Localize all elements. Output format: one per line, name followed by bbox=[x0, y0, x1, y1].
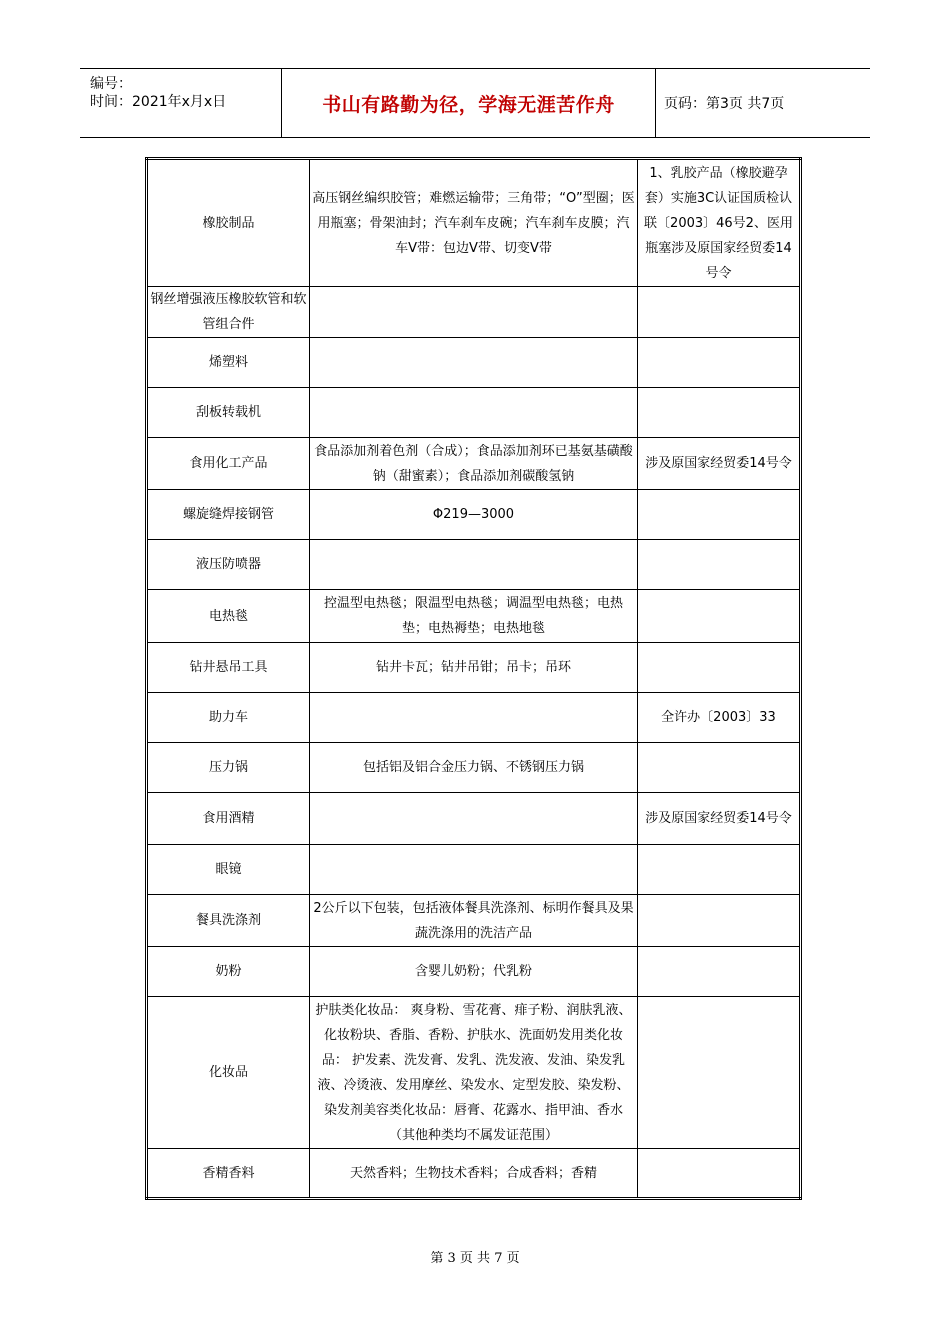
product-scope-cell bbox=[310, 693, 638, 743]
product-note-cell bbox=[638, 540, 801, 590]
product-note-cell bbox=[638, 743, 801, 793]
product-name-cell: 奶粉 bbox=[147, 947, 310, 997]
table-row bbox=[147, 743, 801, 793]
product-name-cell: 螺旋缝焊接钢管 bbox=[147, 490, 310, 540]
product-note-cell bbox=[638, 845, 801, 895]
product-note-cell: 涉及原国家经贸委14号令 bbox=[638, 438, 801, 490]
table-row bbox=[147, 997, 801, 1149]
product-name-cell: 液压防喷器 bbox=[147, 540, 310, 590]
product-name-cell: 食用化工产品 bbox=[147, 438, 310, 490]
product-scope-cell: 护肤类化妆品： 爽身粉、雪花膏、痱子粉、润肤乳液、化妆粉块、香脂、香粉、护肤水、洗面奶发用类化妆品： 护发素、洗发膏、发乳、洗发液、发油、染发乳液、冷烫液、发用摩丝、染发水、定型发胶、染发粉、染发剂美容类化妆品：唇膏、花露水、指甲油、香水（其他种类均不属发证范围） bbox=[310, 997, 638, 1149]
table-row bbox=[147, 388, 801, 438]
table-row bbox=[147, 159, 801, 287]
product-note-cell: 全许办〔2003〕33 bbox=[638, 693, 801, 743]
product-note-cell bbox=[638, 947, 801, 997]
product-scope-cell: 控温型电热毯；限温型电热毯；调温型电热毯；电热垫；电热褥垫；电热地毯 bbox=[310, 590, 638, 643]
product-name-cell: 香精香料 bbox=[147, 1149, 310, 1199]
product-name-cell: 刮板转载机 bbox=[147, 388, 310, 438]
serial-label: 编号： bbox=[90, 76, 132, 92]
page-header bbox=[80, 68, 870, 138]
product-note-cell bbox=[638, 338, 801, 388]
date-line: 时间：2021年x月x日 bbox=[90, 94, 227, 110]
table-row bbox=[147, 793, 801, 845]
header-meta-cell bbox=[80, 69, 280, 137]
product-scope-cell bbox=[310, 287, 638, 338]
product-name-cell: 电热毯 bbox=[147, 590, 310, 643]
table-row bbox=[147, 845, 801, 895]
table-row bbox=[147, 895, 801, 947]
product-note-cell bbox=[638, 590, 801, 643]
table-row bbox=[147, 1149, 801, 1199]
product-name-cell: 钻井悬吊工具 bbox=[147, 643, 310, 693]
product-scope-cell: 天然香料；生物技术香料；合成香料；香精 bbox=[310, 1149, 638, 1199]
product-note-cell bbox=[638, 997, 801, 1149]
product-note-cell bbox=[638, 643, 801, 693]
product-scope-cell bbox=[310, 338, 638, 388]
product-scope-cell: 含婴儿奶粉；代乳粉 bbox=[310, 947, 638, 997]
product-table bbox=[145, 157, 802, 1200]
product-scope-cell: 食品添加剂着色剂（合成）；食品添加剂环已基氨基磺酸钠（甜蜜素）；食品添加剂碳酸氢钠 bbox=[310, 438, 638, 490]
product-note-cell bbox=[638, 287, 801, 338]
product-note-cell bbox=[638, 388, 801, 438]
product-scope-cell bbox=[310, 388, 638, 438]
product-scope-cell: 包括铝及铝合金压力锅、不锈钢压力锅 bbox=[310, 743, 638, 793]
product-name-cell: 压力锅 bbox=[147, 743, 310, 793]
table-row bbox=[147, 643, 801, 693]
table-row bbox=[147, 338, 801, 388]
product-scope-cell bbox=[310, 845, 638, 895]
product-scope-cell: 高压钢丝编织胶管；难燃运输带；三角带；“O”型圈；医用瓶塞；骨架油封；汽车刹车皮碗；汽车刹车皮膜；汽车V带：包边V带、切变V带 bbox=[310, 159, 638, 287]
product-note-cell bbox=[638, 1149, 801, 1199]
table-row bbox=[147, 490, 801, 540]
product-name-cell: 化妆品 bbox=[147, 997, 310, 1149]
table-row bbox=[147, 590, 801, 643]
table-row bbox=[147, 540, 801, 590]
table-row bbox=[147, 287, 801, 338]
product-scope-cell bbox=[310, 540, 638, 590]
page-footer: 第 3 页 共 7 页 bbox=[430, 1251, 520, 1266]
product-name-cell: 橡胶制品 bbox=[147, 159, 310, 287]
table-row bbox=[147, 947, 801, 997]
product-scope-cell: 2公斤以下包装，包括液体餐具洗涤剂、标明作餐具及果蔬洗涤用的洗洁产品 bbox=[310, 895, 638, 947]
product-note-cell bbox=[638, 490, 801, 540]
product-scope-cell: Φ219—3000 bbox=[310, 490, 638, 540]
product-name-cell: 烯塑料 bbox=[147, 338, 310, 388]
header-page-cell bbox=[656, 69, 870, 137]
table-row bbox=[147, 438, 801, 490]
product-scope-cell bbox=[310, 793, 638, 845]
product-scope-cell: 钻井卡瓦；钻井吊钳；吊卡；吊环 bbox=[310, 643, 638, 693]
table-row bbox=[147, 693, 801, 743]
product-name-cell: 餐具洗涤剂 bbox=[147, 895, 310, 947]
product-note-cell: 涉及原国家经贸委14号令 bbox=[638, 793, 801, 845]
product-name-cell: 助力车 bbox=[147, 693, 310, 743]
product-note-cell: 1、乳胶产品（橡胶避孕套）实施3C认证国质检认联〔2003〕46号2、医用瓶塞涉及原国家经贸委14号令 bbox=[638, 159, 801, 287]
product-name-cell: 钢丝增强液压橡胶软管和软管组合件 bbox=[147, 287, 310, 338]
header-motto-cell bbox=[281, 69, 656, 137]
page-info: 页码：第3页 共7页 bbox=[664, 96, 785, 112]
product-note-cell bbox=[638, 895, 801, 947]
product-name-cell: 眼镜 bbox=[147, 845, 310, 895]
motto-text: 书山有路勤为径，学海无涯苦作舟 bbox=[322, 93, 615, 116]
product-name-cell: 食用酒精 bbox=[147, 793, 310, 845]
